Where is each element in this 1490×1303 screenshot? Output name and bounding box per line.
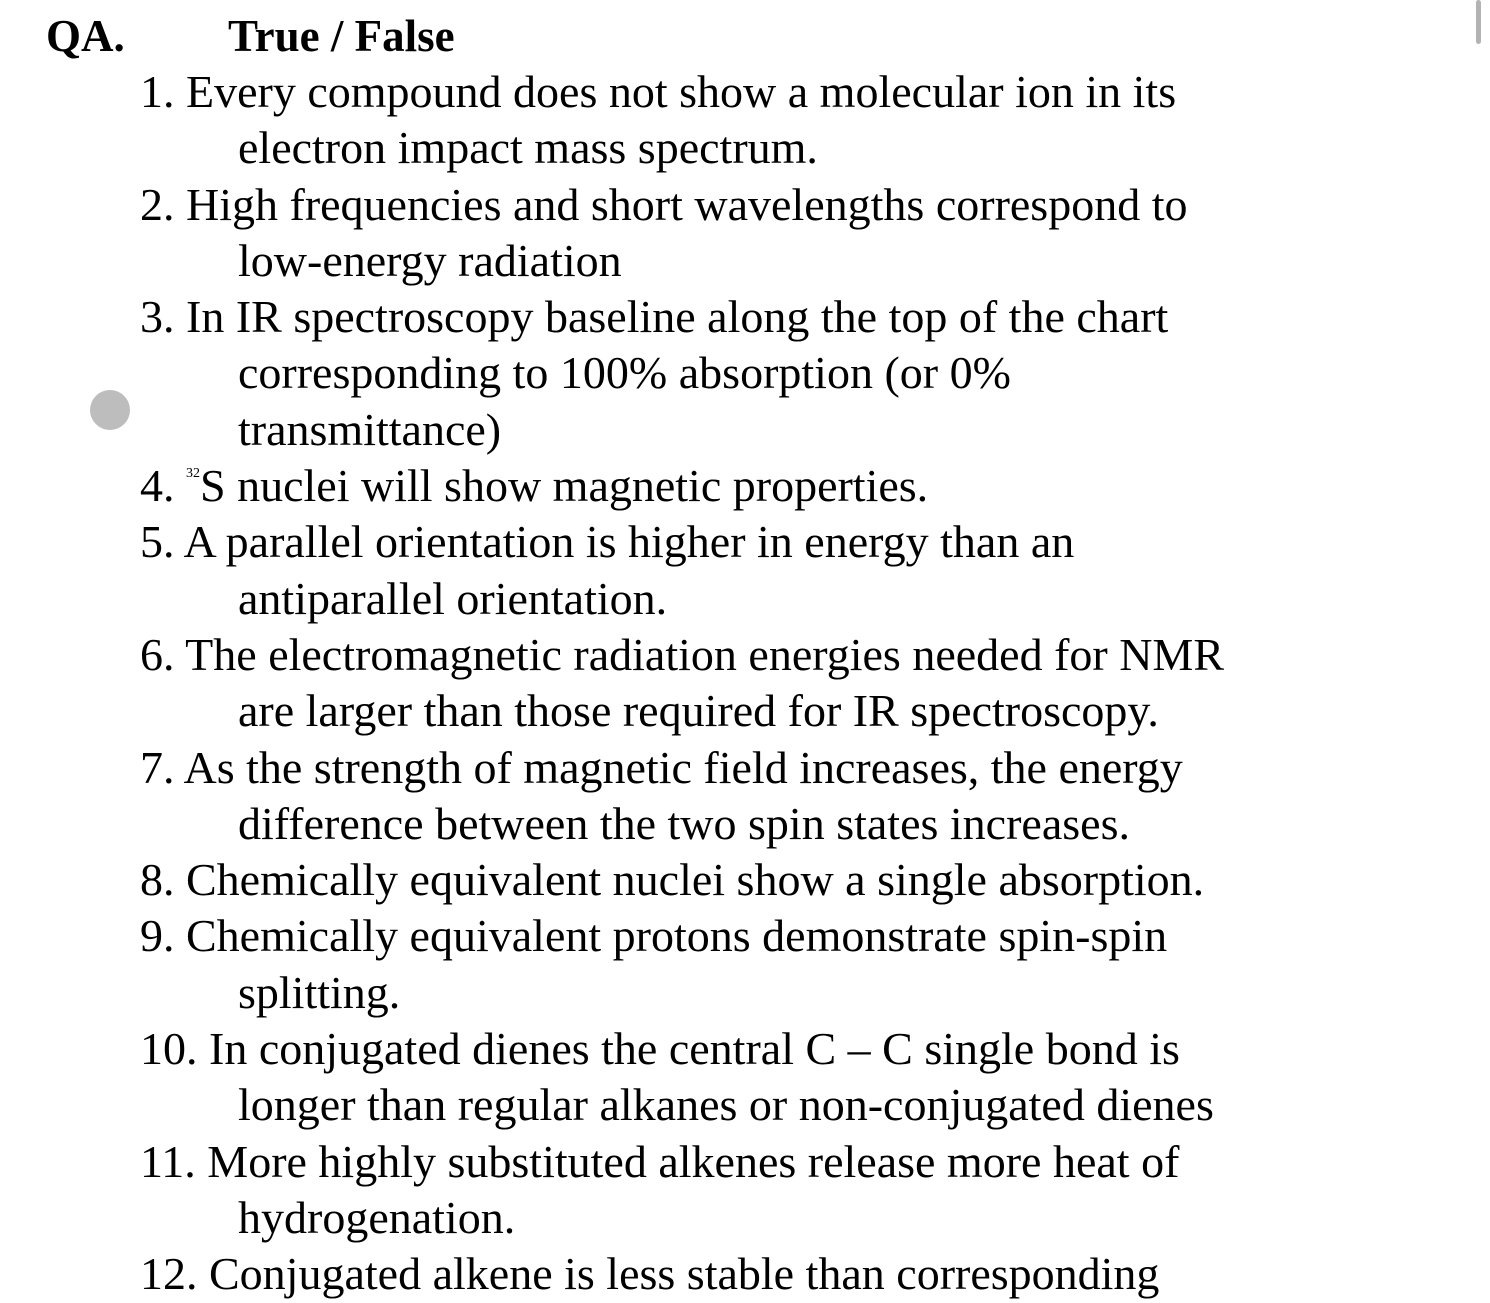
question-number: 10. bbox=[140, 1023, 198, 1075]
question-item bbox=[140, 514, 1390, 627]
question-text-continued: hydrogenation. bbox=[238, 1191, 516, 1243]
isotope-mass-superscript: 32 bbox=[186, 466, 200, 482]
floating-touch-indicator[interactable] bbox=[90, 390, 130, 430]
question-list bbox=[140, 64, 1390, 1303]
question-item bbox=[140, 1021, 1390, 1134]
question-item bbox=[140, 908, 1390, 1021]
question-text: More highly substituted alkenes release more heat of bbox=[207, 1135, 1180, 1187]
question-text-continued: longer than regular alkanes or non-conjugated dienes bbox=[238, 1079, 1214, 1131]
question-text: Conjugated alkene is less stable than corresponding bbox=[209, 1248, 1160, 1300]
question-item bbox=[140, 1134, 1390, 1247]
question-text: Chemically equivalent nuclei show a single absorption. bbox=[186, 854, 1205, 906]
question-item bbox=[140, 740, 1390, 853]
question-item bbox=[140, 458, 1390, 514]
question-text-continued: electron impact mass spectrum. bbox=[238, 122, 818, 174]
section-label: QA. bbox=[46, 11, 125, 61]
section-title: True / False bbox=[228, 11, 455, 61]
question-item bbox=[140, 64, 1390, 177]
question-number: 11. bbox=[140, 1135, 196, 1187]
question-text: As the strength of magnetic field increases, the energy bbox=[183, 741, 1183, 793]
question-text-continued: antiparallel orientation. bbox=[238, 572, 668, 624]
question-item bbox=[140, 289, 1390, 458]
question-text: The electromagnetic radiation energies needed for NMR bbox=[185, 628, 1225, 680]
question-number: 2. bbox=[140, 178, 175, 230]
question-item bbox=[140, 627, 1390, 740]
question-number: 6. bbox=[140, 628, 175, 680]
question-number: 9. bbox=[140, 910, 175, 962]
question-text: Every compound does not show a molecular ion in its bbox=[186, 66, 1177, 117]
question-number: 8. bbox=[140, 854, 175, 906]
question-text: In conjugated dienes the central C – C single bond is bbox=[209, 1023, 1180, 1075]
question-number: 7. bbox=[140, 741, 175, 793]
question-text-continued: difference between the two spin states increases. bbox=[238, 797, 1130, 849]
question-text: A parallel orientation is higher in energy than an bbox=[183, 516, 1075, 568]
question-number: 1. bbox=[140, 66, 175, 117]
question-text-continued: transmittance) bbox=[238, 403, 502, 455]
question-item bbox=[140, 852, 1390, 908]
scrollbar-thumb[interactable] bbox=[1476, 0, 1481, 44]
question-number: 3. bbox=[140, 291, 175, 343]
question-text-continued: are larger than those required for IR spectroscopy. bbox=[238, 685, 1159, 737]
question-item bbox=[140, 177, 1390, 290]
question-text: High frequencies and short wavelengths correspond to bbox=[186, 178, 1188, 230]
question-item bbox=[140, 1246, 1390, 1302]
question-text-continued: corresponding to 100% absorption (or 0% bbox=[238, 347, 1011, 399]
question-number: 4. bbox=[140, 460, 175, 512]
question-text-continued: low-energy radiation bbox=[238, 234, 622, 286]
question-text: In IR spectroscopy baseline along the top of the chart bbox=[186, 291, 1169, 343]
question-text: S nuclei will show magnetic properties. bbox=[200, 460, 929, 512]
question-text-continued: splitting. bbox=[238, 966, 401, 1018]
question-number: 5. bbox=[140, 516, 175, 568]
question-number: 12. bbox=[140, 1248, 198, 1300]
question-text: Chemically equivalent protons demonstrate spin-spin bbox=[186, 910, 1168, 962]
